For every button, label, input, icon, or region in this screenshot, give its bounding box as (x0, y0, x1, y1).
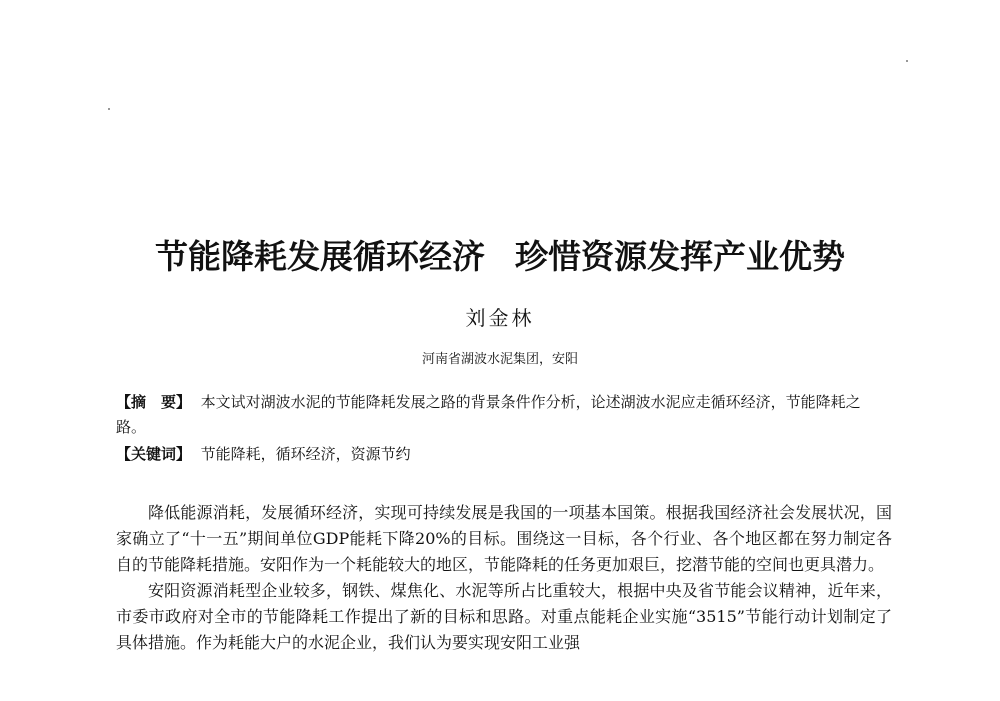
article-title (0, 231, 1000, 278)
author-name: 刘金林 (465, 306, 535, 330)
title-part-1: 节能降耗发展循环经济 (155, 237, 485, 276)
scan-speck (108, 108, 110, 110)
keywords (116, 442, 890, 467)
body-paragraph-2: 安阳资源消耗型企业较多，钢铁、煤焦化、水泥等所占比重较大，根据中央及省节能会议精神，近年来，市委市政府对全市的节能降耗工作提出了新的目标和思路。对重点能耗企业实施“3515”节能行动计划制定了具体措施。作为耗能大户的水泥企业，我们认为要实现安阳工业强 (116, 581, 892, 652)
author-affiliation: 河南省湖波水泥集团，安阳 (421, 352, 578, 367)
body-paragraph-1: 降低能源消耗，发展循环经济，实现可持续发展是我国的一项基本国策。根据我国经济社会发展状况，国家确立了“十一五”期间单位GDP能耗下降20%的目标。围绕这一目标，各个行业、各个地区都在努力制定各自的节能降耗措施。安阳作为一个耗能较大的地区，节能降耗的任务更加艰巨，挖潜节能的空间也更具潜力。 (116, 503, 892, 574)
abstract-text: 本文试对湖波水泥的节能降耗发展之路的背景条件作分析，论述湖波水泥应走循环经济，节能降耗之路。 (116, 393, 861, 436)
keywords-text: 节能降耗，循环经济，资源节约 (200, 445, 411, 463)
title-part-2: 珍惜资源发挥产业优势 (515, 237, 845, 276)
keywords-label: 【关键词】 (116, 445, 192, 463)
scan-speck (906, 60, 908, 62)
abstract (116, 390, 890, 440)
body-text (116, 500, 892, 656)
abstract-label: 【摘 要】 (116, 393, 192, 411)
abstract-block (116, 390, 890, 467)
